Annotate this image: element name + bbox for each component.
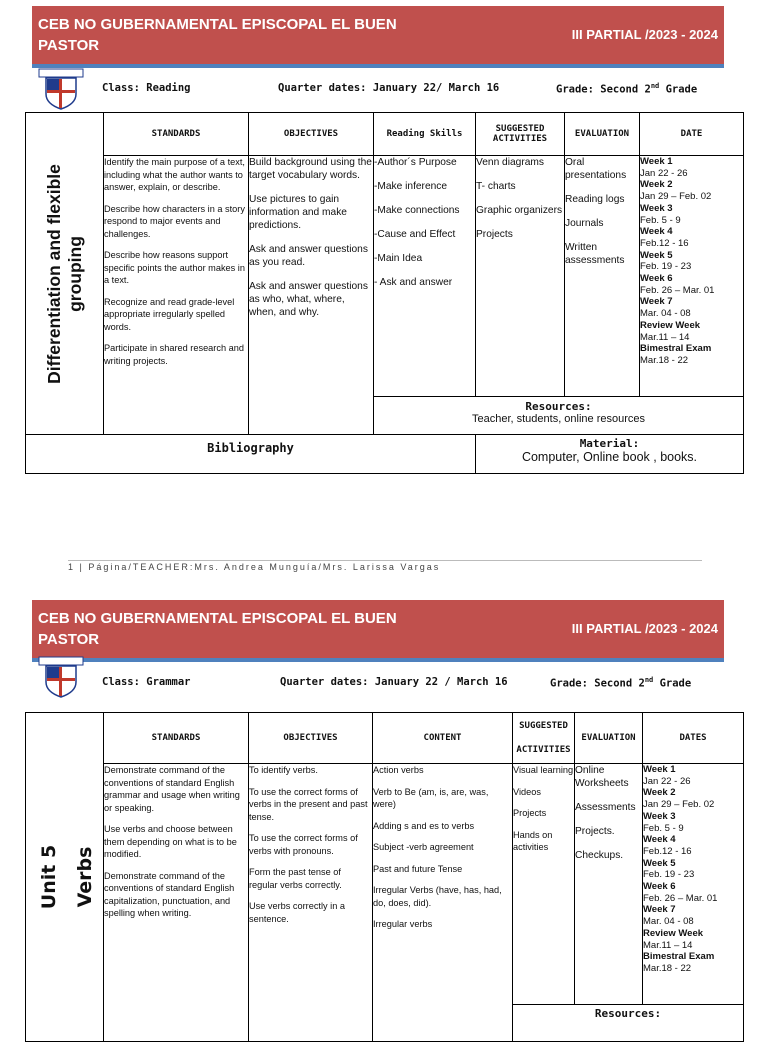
standard-item: Participate in shared research and writing projects. [104,343,244,366]
header-date: DATE [640,113,744,156]
resources-cell [513,1005,744,1042]
activity-item: Projects [476,229,513,240]
activity-item: T- charts [476,181,516,192]
week-range: Mar.11 – 14 [640,331,690,343]
bibliography-title: Bibliography [207,441,294,455]
skill-item: - Ask and answer [374,277,453,288]
week-range: Feb. 5 - 9 [643,822,684,834]
week-label: Week 7 [643,904,676,916]
week-label: Week 1 [640,156,673,167]
evaluation-item: Reading logs [565,194,625,205]
skill-item: -Make inference [374,181,448,192]
dates-cell [640,156,744,397]
partial-label: III PARTIAL /2023 - 2024 [571,27,718,42]
evaluation-item: Online Worksheets [575,765,629,789]
activity-item: Projects [513,808,547,818]
school-name: CEB NO GUBERNAMENTAL EPISCOPAL EL BUEN PASTOR [38,610,397,648]
class-label: Class: Grammar [102,676,191,688]
header-objectives: OBJECTIVES [249,113,374,156]
header-evaluation: EVALUATION [565,113,640,156]
week-range: Mar.11 – 14 [643,939,693,951]
week-range: Jan 29 – Feb. 02 [640,191,712,203]
standards-cell [104,764,249,1042]
week-label: Week 6 [640,273,673,285]
content-item: Adding s and es to verbs [373,820,475,831]
objective-item: To use the correct forms of verbs with pronouns. [249,833,358,856]
header-standards: STANDARDS [104,713,249,764]
resources-text: Teacher, students, online resources [471,413,646,425]
page1-banner [32,6,724,68]
objective-item: Use verbs correctly in a sentence. [249,901,345,924]
header-evaluation: EVALUATION [575,713,643,764]
partial-label: III PARTIAL /2023 - 2024 [571,621,718,636]
footer-divider [68,560,702,561]
standard-item: Identify the main purpose of a text, including what the author wants to answer, explain, or describe. [104,157,245,192]
week-range: Mar.18 - 22 [643,962,692,974]
evaluation-cell [575,764,643,1005]
evaluation-cell [565,156,640,397]
standard-item: Demonstrate command of the conventions of standard English capitalization, punctuation, and spelling when writing. [104,870,235,918]
week-label: Week 4 [643,834,676,846]
unit-label: Unit 5 [38,844,61,910]
side-label-cell [26,113,104,435]
content-item: Verb to Be (am, is, are, was, were) [373,786,489,809]
content-item: Irregular Verbs (have, has, had, do, does, did). [373,885,502,908]
evaluation-item: Checkups. [575,850,624,861]
resources-title: Resources: [594,1007,662,1020]
header-dates: DATES [643,713,744,764]
week-label: Week 2 [640,179,673,191]
week-label: Bimestral Exam [640,343,712,355]
activity-item: Hands on activities [513,829,553,852]
header-content: CONTENT [373,713,513,764]
activities-cell [513,764,575,1005]
class-label: Class: Reading [102,82,191,94]
week-label: Week 7 [640,296,673,308]
week-range: Jan 29 – Feb. 02 [643,799,715,811]
content-item: Past and future Tense [373,863,463,874]
evaluation-item: Journals [565,218,604,229]
bibliography-cell [26,435,476,474]
reading-plan-table [25,112,744,474]
objective-item: To use the correct forms of verbs in the present and past tense. [249,786,368,822]
week-range: Feb. 19 - 23 [640,261,692,273]
skills-cell [374,156,476,397]
objective-item: Ask and answer questions as you read. [249,244,368,268]
page-footer: 1 | Página/TEACHER:Mrs. Andrea Munguía/Mrs. Larissa Vargas [68,562,441,572]
week-range: Feb.12 - 16 [643,845,692,857]
week-range: Mar. 04 - 08 [640,308,691,320]
week-label: Week 2 [643,787,676,799]
content-item: Subject -verb agreement [373,842,474,852]
week-label: Week 4 [640,226,673,238]
resources-cell [374,397,744,435]
week-label: Week 3 [640,202,673,214]
grade-label: Grade: Second 2nd Grade [550,676,692,690]
evaluation-item: Assessments [575,802,636,813]
objective-item: To identify verbs. [249,765,318,775]
evaluation-item: Projects. [575,826,615,837]
header-standards: STANDARDS [104,113,249,156]
material-title: Material: [579,437,640,450]
evaluation-item: Written assessments [565,242,625,266]
objective-item: Use pictures to gain information and make predictions. [249,194,347,231]
content-cell [373,764,513,1042]
header-activities: SUGGESTED ACTIVITIES [513,713,575,764]
objective-item: Build background using the target vocabulary words. [249,157,372,181]
header-objectives: OBJECTIVES [249,713,373,764]
week-label: Week 5 [643,857,676,869]
activity-item: Graphic organizers [476,205,563,216]
school-logo [38,656,84,698]
week-range: Mar.18 - 22 [640,354,689,366]
week-range: Feb.12 - 16 [640,237,689,249]
page2-banner [32,600,724,662]
skill-item: -Main Idea [374,253,423,264]
unit-label-cell [26,713,104,1042]
quarter-dates: Quarter dates: January 22 / March 16 [280,676,508,688]
header-skills: Reading Skills [374,113,476,156]
activities-cell [476,156,565,397]
standard-item: Use verbs and choose between them depending on what is to be modified. [104,824,237,859]
week-range: Feb. 5 - 9 [640,214,681,226]
standards-cell [104,156,249,435]
skill-item: -Cause and Effect [374,229,456,240]
objectives-cell [249,156,374,435]
unit-topic: Verbs [73,846,96,908]
activity-item: Visual learning [513,765,574,775]
objectives-cell [249,764,373,1042]
school-name: CEB NO GUBERNAMENTAL EPISCOPAL EL BUEN PASTOR [38,16,397,54]
week-range: Feb. 26 – Mar. 01 [643,892,718,904]
material-cell [476,435,744,474]
school-logo [38,68,84,110]
week-range: Feb. 19 - 23 [643,869,695,881]
banner-stripe [32,658,724,662]
week-label: Review Week [643,927,704,939]
objective-item: Ask and answer questions as who, what, where, when, and why. [249,281,368,318]
standard-item: Recognize and read grade-level appropriate irregularly spelled words. [104,296,235,332]
objective-item: Form the past tense of regular verbs correctly. [249,867,342,890]
week-range: Jan 22 - 26 [643,775,691,787]
standard-item: Describe how reasons support specific points the author makes in a text. [104,250,245,285]
skill-item: -Author´s Purpose [374,157,457,168]
content-item: Action verbs [373,765,424,775]
evaluation-item: Oral presentations [565,157,627,181]
week-range: Jan 22 - 26 [640,167,688,179]
grammar-plan-table [25,712,744,1042]
week-label: Week 1 [643,764,676,775]
resources-title: Resources: [525,400,592,413]
week-label: Week 5 [640,249,673,261]
banner-stripe [32,64,724,68]
activity-item: Venn diagrams [476,157,544,168]
week-label: Bimestral Exam [643,951,715,963]
header-activities: SUGGESTED ACTIVITIES [476,113,565,156]
grade-label: Grade: Second 2nd Grade [556,82,698,96]
week-range: Feb. 26 – Mar. 01 [640,284,715,296]
standard-item: Describe how characters in a story respond to major events and challenges. [104,203,245,239]
quarter-dates: Quarter dates: January 22/ March 16 [278,82,500,94]
material-text: Computer, Online book , books. [521,450,698,464]
activity-item: Videos [513,786,541,797]
skill-item: -Make connections [374,205,460,216]
week-label: Week 6 [643,881,676,893]
week-label: Review Week [640,319,701,331]
week-label: Week 3 [643,810,676,822]
standard-item: Demonstrate command of the conventions of standard English grammar and usage when writing or speaking. [104,765,240,813]
dates-cell [643,764,744,1005]
week-range: Mar. 04 - 08 [643,916,694,928]
side-label: Differentiation and flexible grouping [43,163,85,384]
content-item: Irregular verbs [373,919,433,929]
